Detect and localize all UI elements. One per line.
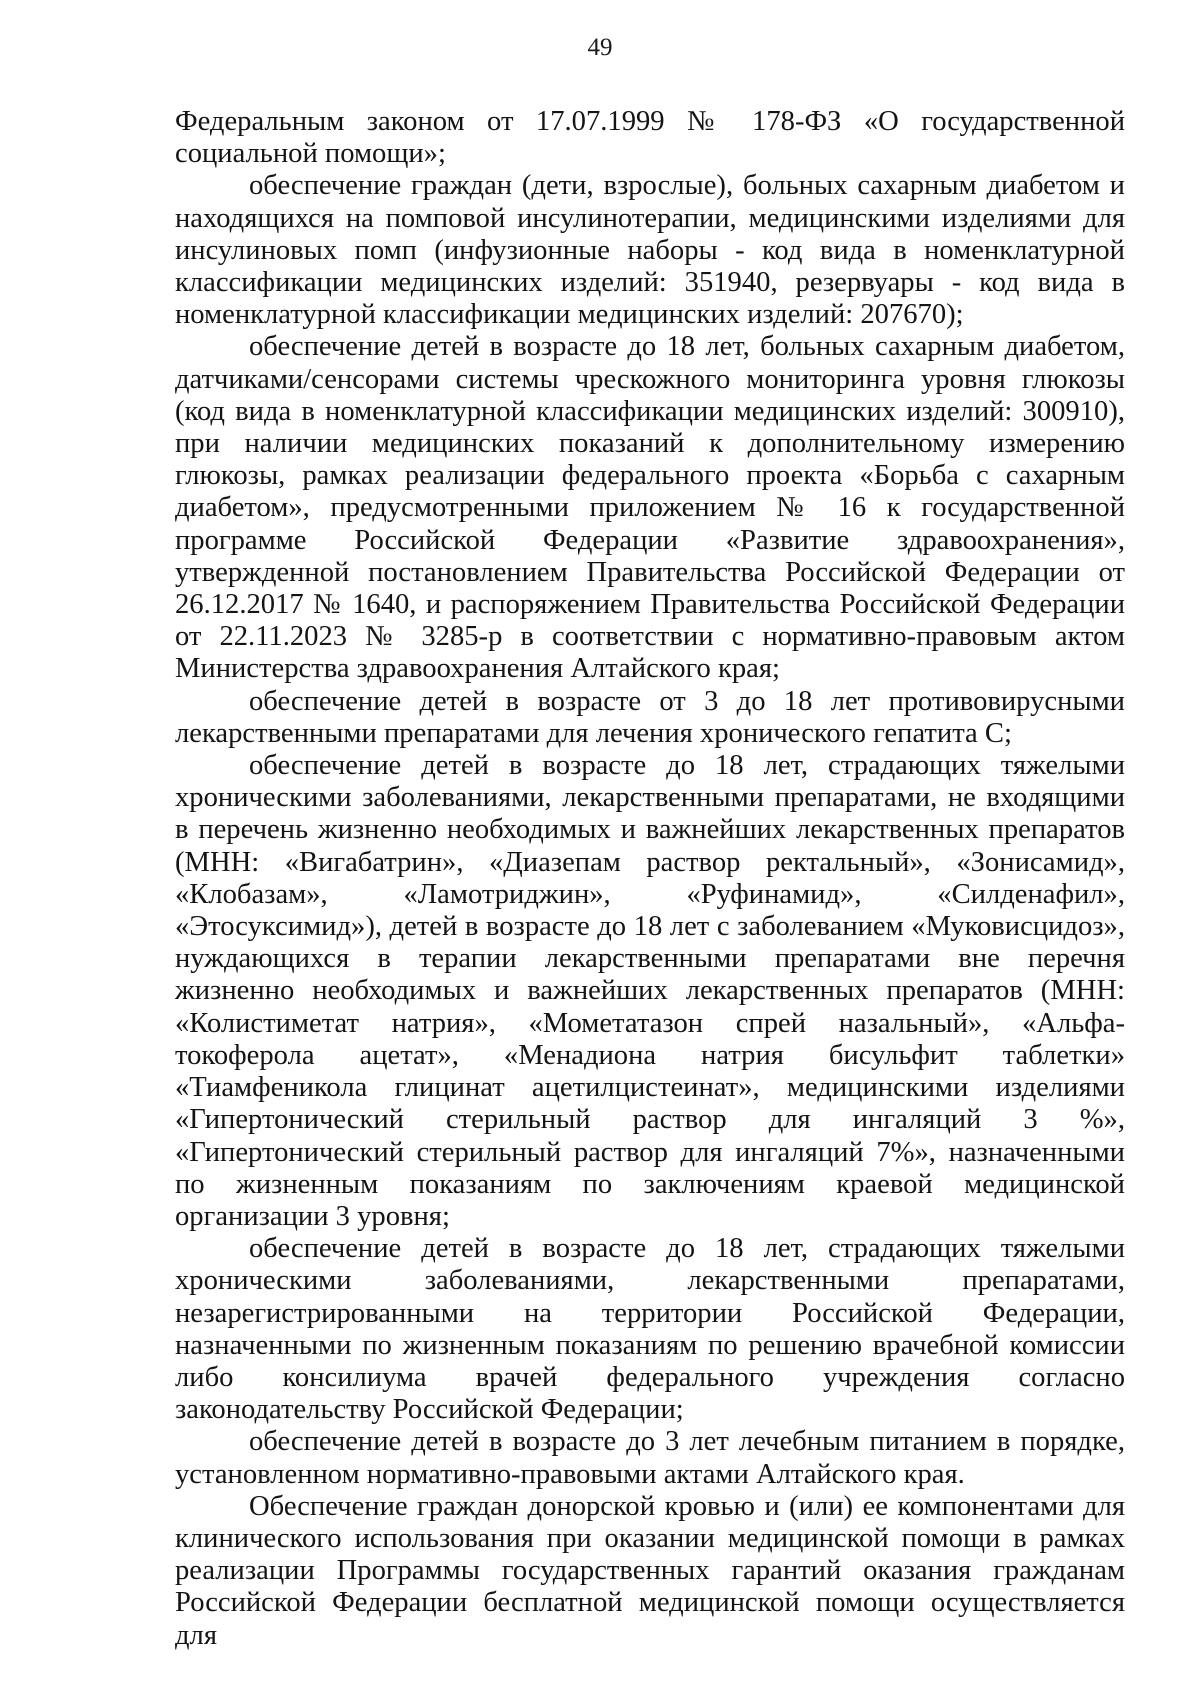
paragraph-2: обеспечение граждан (дети, взрослые), больных сахарным диабетом и находящихся на помповой инсулинотерапии, медицинскими изделиями для инсулиновых помп (инфузионные наборы - код вида в номенклатурной классификации медицинских изделий: 351940, резервуары - код вида в номенклатурной классификации медицинских изделий: 207670); [175,170,1125,331]
paragraph-1: Федеральным законом от 17.07.1999 № 178-ФЗ «О государственной социальной помощи»; [175,106,1125,170]
paragraph-7: обеспечение детей в возрасте до 3 лет лечебным питанием в порядке, установленном нормативно-правовыми актами Алтайского края. [175,1426,1125,1490]
document-body [175,106,1125,1652]
paragraph-5: обеспечение детей в возрасте до 18 лет, страдающих тяжелыми хроническими заболеваниями, лекарственными препаратами, не входящими в перечень жизненно необходимых и важнейших лекарственных препаратов (МНН: «Вигабатрин», «Диазепам раствор ректальный», «Зонисамид», «Клобазам», «Ламотриджин», «Руфинамид», «Силденафил», «Этосуксимид»), детей в возрасте до 18 лет с заболеванием «Муковисцидоз», нуждающихся в терапии лекарственными препаратами вне перечня жизненно необходимых и важнейших лекарственных препаратов (МНН: «Колистиметат натрия», «Мометатазон спрей назальный», «Альфа-токоферола ацетат», «Менадиона натрия бисульфит таблетки» «Тиамфеникола глицинат ацетилцистеинат», медицинскими изделиями «Гипертонический стерильный раствор для ингаляций 3 %», «Гипертонический стерильный раствор для ингаляций 7%», назначенными по жизненным показаниям по заключениям краевой медицинской организации 3 уровня; [175,750,1125,1232]
paragraph-6: обеспечение детей в возрасте до 18 лет, страдающих тяжелыми хроническими заболеваниями, лекарственными препаратами, незарегистрированными на территории Российской Федерации, назначенными по жизненным показаниям по решению врачебной комиссии либо консилиума врачей федерального учреждения согласно законодательству Российской Федерации; [175,1233,1125,1426]
paragraph-8: Обеспечение граждан донорской кровью и (или) ее компонентами для клинического использования при оказании медицинской помощи в рамках реализации Программы государственных гарантий оказания гражданам Российской Федерации бесплатной медицинской помощи осуществляется для [175,1490,1125,1651]
paragraph-4: обеспечение детей в возрасте от 3 до 18 лет противовирусными лекарственными препаратами для лечения хронического гепатита С; [175,685,1125,749]
paragraph-3: обеспечение детей в возрасте до 18 лет, больных сахарным диабетом, датчиками/сенсорами системы чрескожного мониторинга уровня глюкозы (код вида в номенклатурной классификации медицинских изделий: 300910), при наличии медицинских показаний к дополнительному измерению глюкозы, рамках реализации федерального проекта «Борьба с сахарным диабетом», предусмотренными приложением № 16 к государственной программе Российской Федерации «Развитие здравоохранения», утвержденной постановлением Правительства Российской Федерации от 26.12.2017 № 1640, и распоряжением Правительства Российской Федерации от 22.11.2023 № 3285-р в соответствии с нормативно-правовым актом Министерства здравоохранения Алтайского края; [175,331,1125,685]
page-number: 49 [587,34,613,61]
